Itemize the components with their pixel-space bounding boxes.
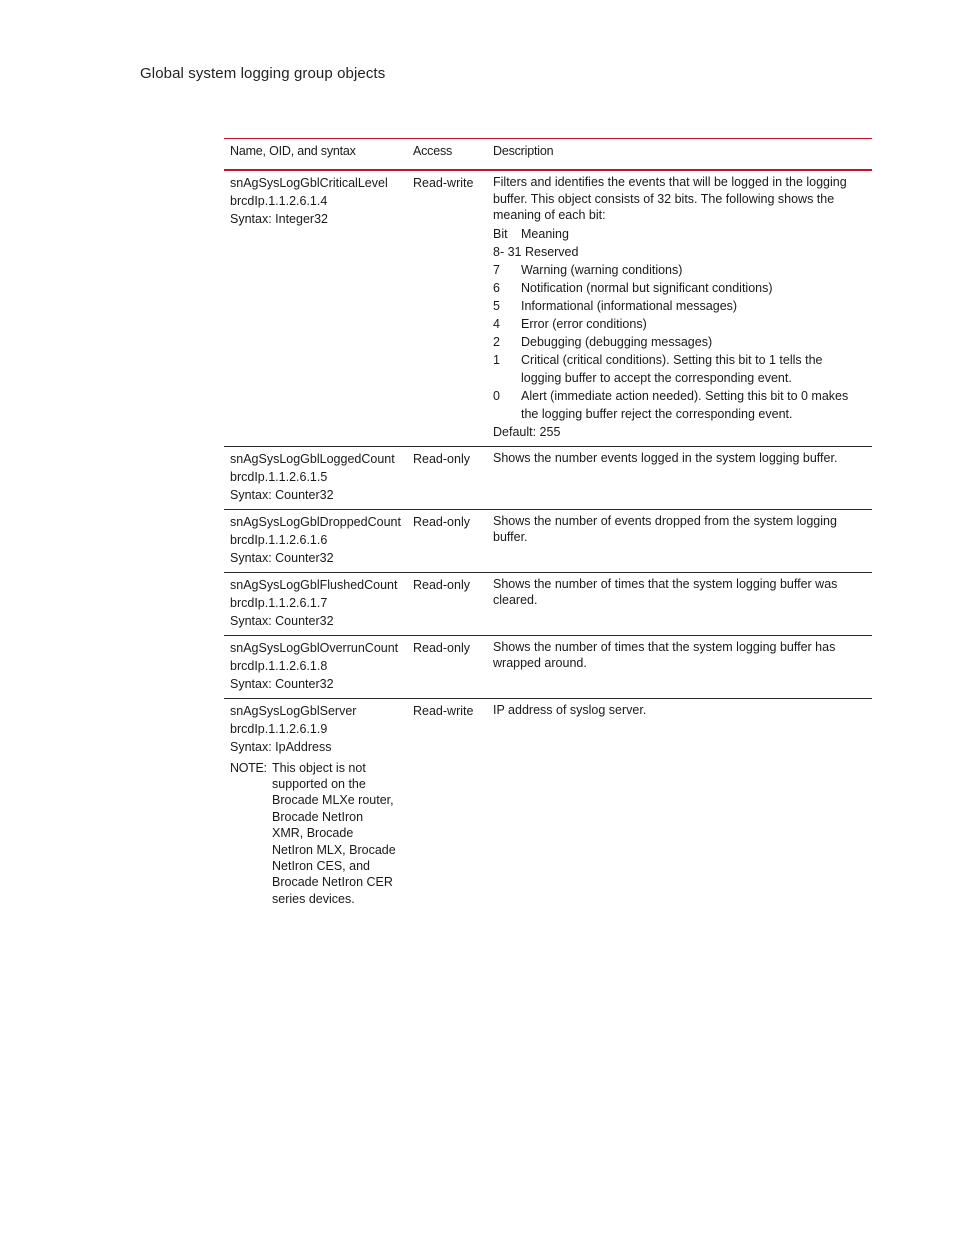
description-text: Shows the number events logged in the system logging buffer.: [493, 450, 838, 465]
description-cell: [487, 635, 872, 698]
bit-number: 0: [493, 388, 500, 403]
bit-meaning: Warning (warning conditions): [521, 262, 683, 277]
object-name: snAgSysLogGblCriticalLevel: [230, 176, 388, 190]
bit-list-header: [493, 225, 866, 243]
page-header: Global system logging group objects: [140, 65, 386, 82]
column-header-access: Access: [407, 139, 487, 171]
bit-meaning: Informational (informational messages): [521, 298, 738, 313]
bit-meaning: Alert (immediate action needed). Setting this bit to 0 makes the logging buffer reject the corresponding event.: [521, 388, 849, 421]
description-cell: [487, 698, 872, 912]
bit-item: [493, 261, 866, 279]
object-name: snAgSysLogGblLoggedCount: [230, 451, 395, 466]
description-text: Shows the number of times that the system logging buffer has wrapped around.: [493, 639, 836, 670]
object-oid: brcdIp.1.1.2.6.1.8: [230, 658, 328, 673]
default-text: Default: 255: [493, 424, 561, 439]
bit-number: 7: [493, 262, 500, 277]
description-text: Shows the number of times that the system logging buffer was cleared.: [493, 576, 838, 607]
object-syntax: Syntax: Counter32: [230, 487, 334, 502]
object-oid: brcdIp.1.1.2.6.1.5: [230, 469, 328, 484]
bit-list: [493, 225, 866, 441]
bit-header-meaning: Meaning: [521, 226, 569, 241]
table-row: [224, 698, 872, 912]
object-oid: brcdIp.1.1.2.6.1.9: [230, 721, 328, 736]
description-cell: [487, 509, 872, 572]
bit-item: [493, 333, 866, 351]
note-label: NOTE:: [230, 760, 267, 775]
mib-object-table: [224, 138, 872, 912]
description-cell: [487, 170, 872, 446]
table-row: [224, 509, 872, 572]
access-cell: Read-only: [407, 446, 487, 509]
object-syntax: Syntax: Counter32: [230, 613, 334, 628]
bit-meaning: Critical (critical conditions). Setting this bit to 1 tells the logging buffer to accept the corresponding event.: [521, 352, 823, 385]
note-text: This object is not supported on the Brocade MLXe router, Brocade NetIron XMR, Brocade NetIron MLX, Brocade NetIron CES, and Brocade NetIron CER series devices.: [272, 760, 396, 906]
object-syntax: Syntax: Counter32: [230, 550, 334, 565]
bit-number: 1: [493, 352, 500, 367]
table-row: [224, 572, 872, 635]
name-cell: [224, 698, 407, 912]
note-block: [230, 760, 401, 908]
bit-item: [493, 315, 866, 333]
object-oid: brcdIp.1.1.2.6.1.6: [230, 532, 328, 547]
object-name: snAgSysLogGblDroppedCount: [230, 514, 401, 529]
object-syntax: Syntax: Counter32: [230, 676, 334, 691]
name-cell: [224, 446, 407, 509]
access-cell: Read-only: [407, 509, 487, 572]
object-name: snAgSysLogGblOverrunCount: [230, 640, 399, 655]
object-oid: brcdIp.1.1.2.6.1.7: [230, 595, 328, 610]
bit-reserved-text: 8- 31 Reserved: [493, 244, 579, 259]
name-cell: [224, 170, 407, 446]
bit-item: [493, 351, 866, 387]
bit-number: 2: [493, 334, 500, 349]
column-header-name: Name, OID, and syntax: [224, 139, 407, 171]
description-text: Shows the number of events dropped from the system logging buffer.: [493, 513, 837, 544]
bit-number: 5: [493, 298, 500, 313]
access-cell: Read-only: [407, 635, 487, 698]
table-row: [224, 170, 872, 446]
bit-item: [493, 297, 866, 315]
bit-meaning: Error (error conditions): [521, 316, 647, 331]
bit-item: [493, 279, 866, 297]
object-syntax: Syntax: IpAddress: [230, 739, 332, 754]
name-cell: [224, 572, 407, 635]
access-cell: Read-write: [413, 703, 474, 718]
bit-item: [493, 387, 866, 423]
object-name: snAgSysLogGblServer: [230, 703, 357, 718]
description-text: Filters and identifies the events that will be logged in the logging buffer. This object consists of 32 bits. The following shows the meaning of each bit:: [493, 175, 847, 222]
object-syntax: Syntax: Integer32: [230, 212, 328, 226]
bit-meaning: Debugging (debugging messages): [521, 334, 713, 349]
bit-number: 4: [493, 316, 500, 331]
object-oid: brcdIp.1.1.2.6.1.4: [230, 194, 328, 208]
description-cell: [487, 572, 872, 635]
description-text: IP address of syslog server.: [493, 702, 647, 717]
table-row: [224, 446, 872, 509]
access-cell: Read-write: [407, 170, 487, 446]
table-row: [224, 635, 872, 698]
name-cell: [224, 635, 407, 698]
table-header-row: [224, 139, 872, 171]
column-header-description: Description: [487, 139, 872, 171]
access-cell: Read-only: [407, 572, 487, 635]
description-cell: [487, 446, 872, 509]
object-name: snAgSysLogGblFlushedCount: [230, 577, 398, 592]
bit-number: 6: [493, 280, 500, 295]
default-value: [493, 423, 866, 441]
bit-meaning: Notification (normal but significant conditions): [521, 280, 773, 295]
bit-header-bit: Bit: [493, 226, 508, 241]
bit-reserved: [493, 243, 866, 261]
name-cell: [224, 509, 407, 572]
